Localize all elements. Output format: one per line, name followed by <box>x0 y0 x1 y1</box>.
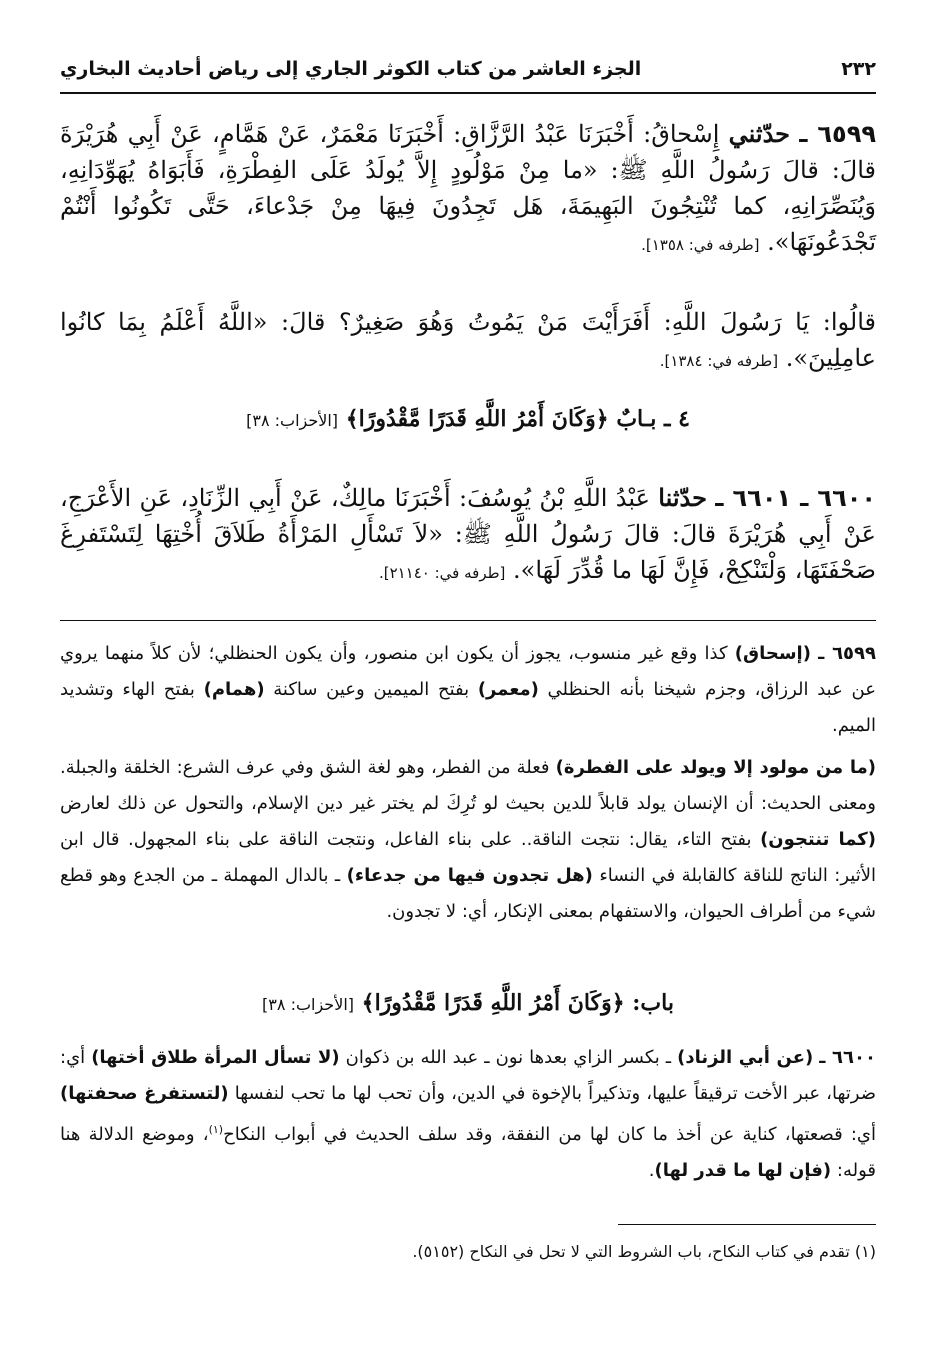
commentary-term: (لا تسأل المرأة طلاق أختها) <box>91 1047 340 1068</box>
quran-verse: ﴿وَكَانَ أَمْرُ اللَّهِ قَدَرًا مَّقْدُورًا﴾ <box>361 990 625 1016</box>
hadith-number: ٦٥٩٩ ـ <box>799 120 876 148</box>
header-rule <box>60 92 876 94</box>
hadith-tarf: [طرفه في: ١٣٨٤]. <box>659 352 779 370</box>
footnote-marker[interactable]: (١) <box>208 1123 224 1136</box>
footnote-text: تقدم في كتاب النكاح، باب الشروط التي لا تحل في النكاح (٥١٥٢). <box>412 1242 850 1261</box>
commentary-text: فعلة من الفطر، وهو لغة الشق وفي عرف الشرع: الخلقة والجبلة. ومعنى الحديث: أن الإنسان يولد قابلاً للدين بحيث لو تُرِكَ لم يختر غير دين الإسلام، والتحول عن ذلك لعارض <box>60 757 876 814</box>
commentary-text: أي: قصعتها، كناية عن أخذ ما كان لها من النفقة، وقد سلف الحديث في أبواب النكاح <box>223 1124 877 1145</box>
commentary-term: (عن أبي الزناد) <box>677 1047 814 1068</box>
commentary-term: (معمر) <box>477 679 539 700</box>
commentary-6600 <box>60 1040 876 1189</box>
hadith-tarf: [طرفه في: ١٣٥٨]. <box>641 236 760 254</box>
hadith-lead: حدّثني <box>728 119 791 148</box>
hadith-number: ٦٦٠٠ ـ ٦٦٠١ ـ <box>715 484 877 512</box>
commentary-term: (فإن لها ما قدر لها) <box>654 1160 832 1181</box>
commentary-text: ـ بكسر الزاي بعدها نون ـ عبد الله بن ذكوان <box>345 1047 672 1068</box>
hadith-text: إِسْحاقُ: أَخْبَرَنَا عَبْدُ الرَّزَّاقِ: أَخْبَرَنَا مَعْمَرٌ، عَنْ هَمَّامٍ، عَنْ أَبِي هُرَيْرَةَ قالَ: قالَ رَسُولُ اللَّهِ ﷺ: «ما مِنْ مَوْلُودٍ إِلاَّ يُولَدُ عَلَى الفِطْرَةِ، فَأَبَوَاهُ يُهَوِّدَانِهِ، وَيُنَصِّرَانِهِ، كما تُنْتِجُونَ البَهِيمَةَ، هَل تَجِدُونَ فِيهَا مِنْ جَدْعاءَ، حَتَّى تَكُونُوا أَنْتُمْ تَجْدَعُونَهَا». <box>60 120 876 256</box>
commentary-text: بفتح الهاء وتشديد الميم. <box>60 679 876 736</box>
commentary-text: ، وموضع الدلالة هنا قوله: <box>60 1124 876 1181</box>
commentary-term: (كما تنتجون) <box>760 829 876 850</box>
commentary-term: (هل تجدون فيها من جدعاء) <box>346 865 593 886</box>
commentary-term: (ما من مولود إلا ويولد على الفطرة) <box>555 757 876 778</box>
footnote-rule <box>618 1224 876 1225</box>
commentary-number: ٦٥٩٩ ـ <box>818 643 877 664</box>
chapter-heading <box>60 406 876 432</box>
hadith-lead: حدّثنا <box>658 483 707 512</box>
commentary-term: (إسحاق) <box>734 643 811 664</box>
commentary-6599 <box>60 636 876 744</box>
hadith-6599-continuation <box>60 304 876 379</box>
commentary-text: أي: ضرتها، عبر الأخت ترقيقاً عليها، وتذكيراً بالإخوة في الدين، وأن تحب لها ما تحب لنفسها <box>60 1047 876 1104</box>
commentary-end: . <box>648 1160 655 1181</box>
verse-reference: [الأحزاب: ٣٨] <box>262 995 354 1014</box>
commentary-fitra <box>60 750 876 930</box>
hadith-text: عَبْدُ اللَّهِ بْنُ يُوسُفَ: أَخْبَرَنَا مالِكٌ، عَنْ أَبِي الزِّنَادِ، عَنِ الأَعْرَجِ، عَنْ أَبِي هُرَيْرَةَ قالَ: قالَ رَسُولُ اللَّهِ ﷺ: «لاَ تَسْأَلِ المَرْأَةُ طَلاَقَ أُخْتِهَا لِتَسْتَفرِغَ صَحْفَتَهَا، وَلْتَنْكِحْ، فَإِنَّ لَهَا ما قُدِّرَ لَهَا». <box>60 484 876 584</box>
running-title: الجزء العاشر من كتاب الكوثر الجاري إلى رياض أحاديث البخاري <box>60 58 642 80</box>
quran-verse: ﴿وَكَانَ أَمْرُ اللَّهِ قَدَرًا مَّقْدُورًا﴾ <box>345 406 609 432</box>
chapter-label: ٤ ـ بـابٌ <box>616 406 690 432</box>
commentary-chapter-heading <box>60 990 876 1016</box>
hadith-6599 <box>60 116 876 263</box>
footnote-number: (١) <box>854 1242 876 1261</box>
commentary-number: ٦٦٠٠ ـ <box>819 1047 876 1068</box>
commentary-text: بفتح الميمين وعين ساكنة <box>273 679 470 700</box>
hadith-tarf: [طرفه في: ٢١١٤٠]. <box>378 564 506 582</box>
commentary-text: بفتح التاء، يقال: نتجت الناقة.. على بناء الفاعل، ونتجت الناقة على بناء المجهول. قال ابن الأثير: الناتج للناقة كالقابلة في النساء <box>60 829 876 886</box>
page-number: ٢٣٢ <box>841 58 876 80</box>
section-divider <box>60 620 876 621</box>
commentary-text: كذا وقع غير منسوب، يجوز أن يكون ابن منصور، وأن يكون الحنظلي؛ لأن كلاً منهما يروي عن عبد الرزاق، وجزم شيخنا بأنه الحنظلي <box>60 643 876 700</box>
chapter-label: باب: <box>632 990 674 1016</box>
commentary-term: (همام) <box>203 679 265 700</box>
book-page <box>60 40 876 1340</box>
commentary-text: ـ بالدال المهملة ـ من الجدع وهو قطع شيء من أطراف الحيوان، والاستفهام بمعنى الإنكار، أي: لا تجدون. <box>60 865 876 922</box>
hadith-6600 <box>60 480 876 591</box>
footnote <box>60 1238 876 1266</box>
hadith-text: قالُوا: يَا رَسُولَ اللَّهِ: أَفَرَأَيْتَ مَنْ يَمُوتُ وَهُوَ صَغِيرٌ؟ قالَ: «اللَّهُ أَعْلَمُ بِمَا كانُوا عامِلِينَ». <box>60 308 876 372</box>
page-header <box>60 52 876 86</box>
verse-reference: [الأحزاب: ٣٨] <box>246 411 339 430</box>
commentary-term: (لتستفرغ صحفتها) <box>60 1083 229 1104</box>
